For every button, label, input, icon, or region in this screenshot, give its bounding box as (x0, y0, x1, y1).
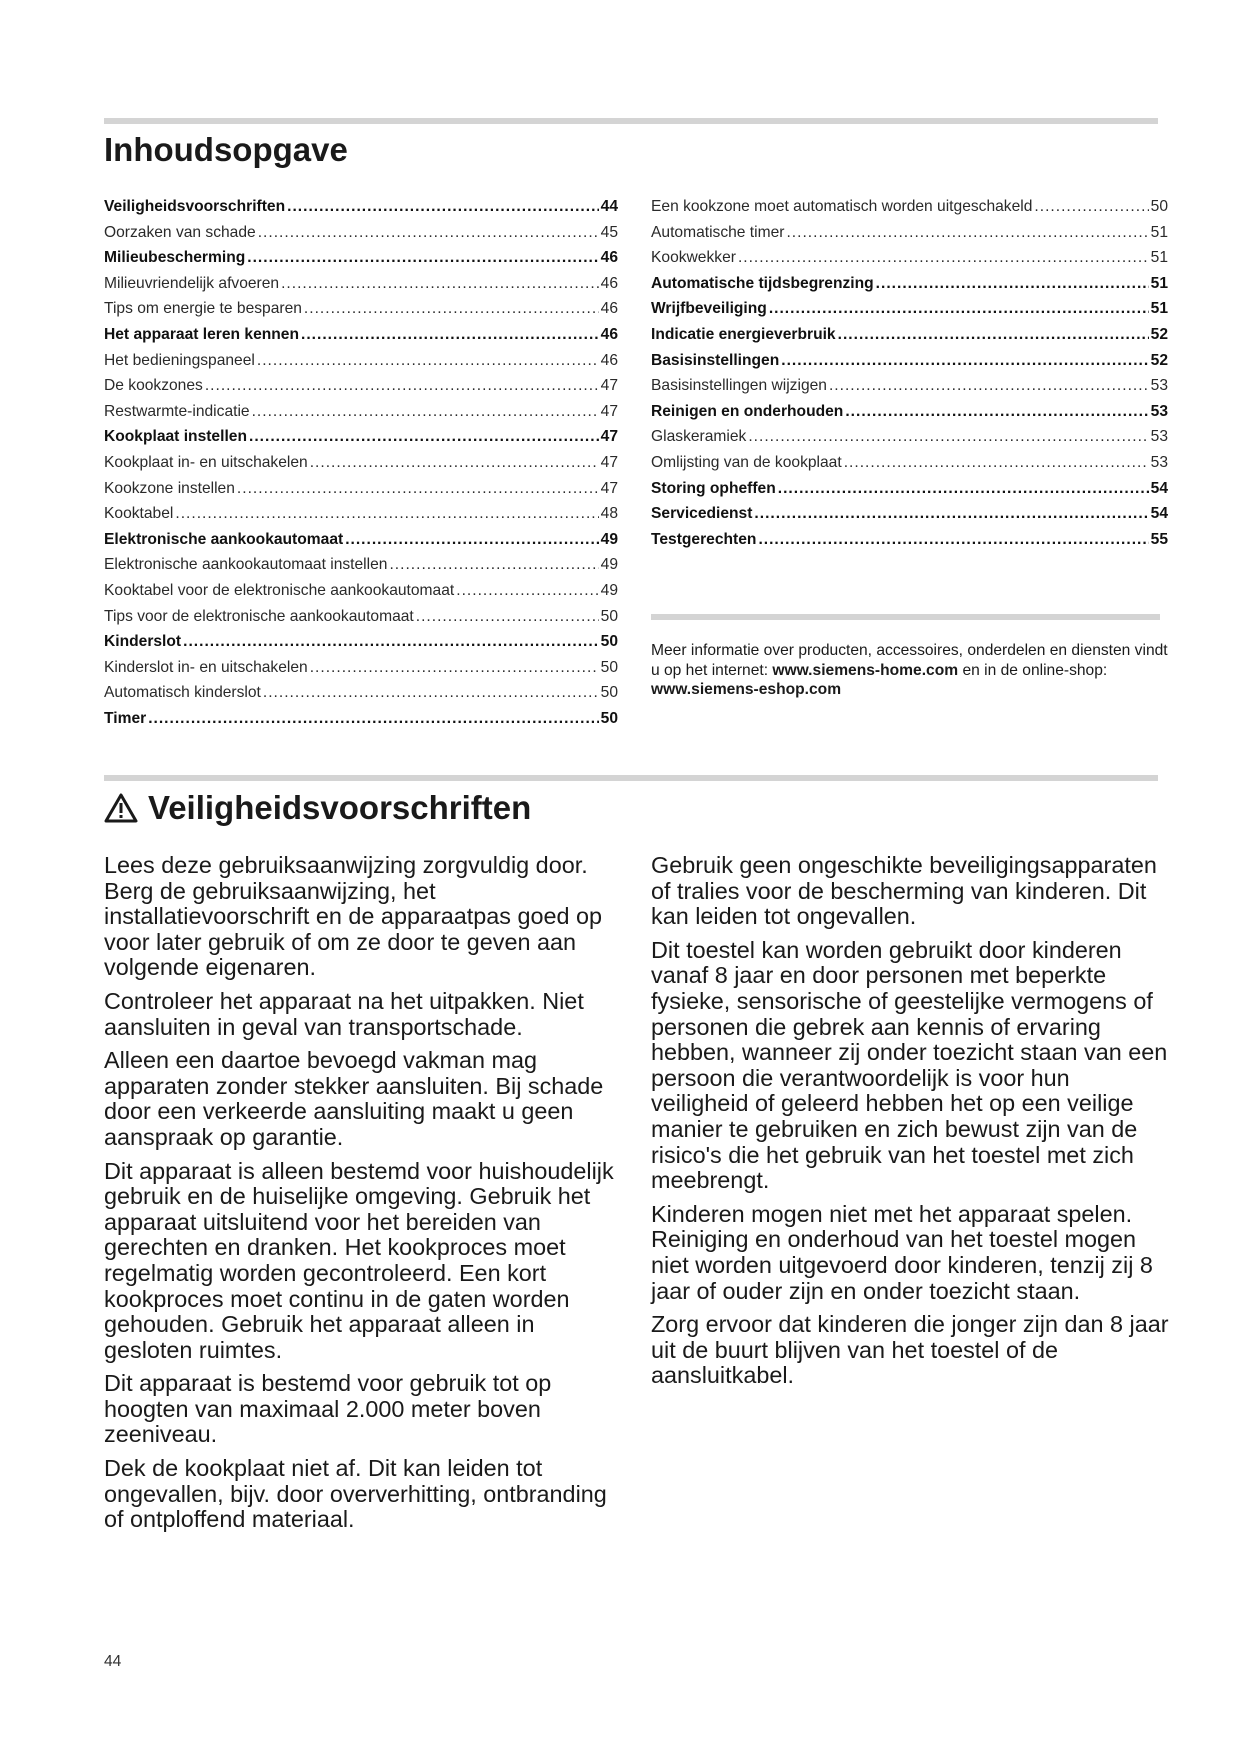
toc-leader-dots (838, 322, 1149, 348)
toc-entry-page: 46 (600, 249, 618, 267)
section-divider (104, 775, 1158, 781)
toc-entry-label: Kookzone instellen (104, 479, 235, 497)
toc-entry-page: 50 (600, 684, 618, 702)
toc-entry-label: Kooktabel voor de elektronische aankookautomaat (104, 581, 455, 599)
toc-entry-page: 49 (600, 581, 618, 599)
toc-entry-label: Kinderslot (104, 633, 182, 651)
toc-leader-dots (249, 424, 599, 450)
toc-entry-label: Wrijfbeveiliging (651, 300, 767, 318)
toc-entry-page: 51 (1150, 300, 1168, 318)
toc-entry-indicatie-energieverbruik[interactable] (651, 322, 1168, 348)
toc-entry-kookplaat-in-en-uitschakelen[interactable] (104, 450, 618, 476)
safety-paragraph: Lees deze gebruiksaanwijzing zorgvuldig door. Berg de gebruiksaanwijzing, het installatievoorschrift en de apparaatpas goed op voor later gebruik of om ze door te geven aan volgende eigenaren. (104, 852, 603, 981)
toc-leader-dots (738, 245, 1149, 271)
toc-entry-label: Kooktabel (104, 505, 174, 523)
toc-entry-het-apparaat-leren-kennen[interactable] (104, 322, 618, 348)
toc-left-column (104, 194, 618, 731)
toc-entry-het-bedieningspaneel[interactable] (104, 348, 618, 374)
toc-entry-label: Indicatie energieverbruik (651, 325, 836, 343)
toc-entry-page: 50 (600, 709, 618, 727)
toc-leader-dots (456, 578, 598, 604)
toc-entry-kookwekker[interactable] (651, 245, 1168, 271)
toc-entry-page: 53 (1150, 402, 1168, 420)
toc-entry-label: Timer (104, 709, 147, 727)
toc-leader-dots (175, 501, 598, 527)
toc-entry-page: 49 (600, 556, 618, 574)
toc-entry-label: Omlijsting van de kookplaat (651, 453, 842, 471)
toc-entry-page: 52 (1150, 325, 1168, 343)
safety-paragraph: Controleer het apparaat na het uitpakken. Niet aansluiten in geval van transportschade. (104, 987, 584, 1040)
toc-entry-label: Storing opheffen (651, 479, 776, 497)
toc-entry-wrijfbeveiliging[interactable] (651, 296, 1168, 322)
toc-entry-page: 44 (600, 198, 618, 215)
toc-entry-page: 55 (1150, 530, 1168, 548)
toc-entry-testgerechten[interactable] (651, 527, 1168, 553)
toc-entry-page: 49 (600, 530, 618, 548)
toc-entry-elektronische-aankookautomaat-instellen[interactable] (104, 552, 618, 578)
toc-entry-milieuvriendelijk-afvoeren[interactable] (104, 271, 618, 297)
toc-leader-dots (237, 476, 599, 502)
toc-entry-page: 54 (1150, 479, 1168, 497)
toc-entry-page: 47 (600, 377, 618, 395)
toc-entry-label: Restwarmte-indicatie (104, 402, 250, 420)
toc-entry-kinderslot-in-en-uitschakelen[interactable] (104, 655, 618, 681)
toc-entry-servicedienst[interactable] (651, 501, 1168, 527)
toc-entry-kookplaat-instellen[interactable] (104, 424, 618, 450)
toc-entry-label: Milieubescherming (104, 249, 246, 267)
toc-entry-page: 51 (1150, 223, 1168, 241)
safety-paragraph: Dit apparaat is bestemd voor gebruik tot op hoogten van maximaal 2.000 meter boven zeeniveau. (104, 1370, 552, 1448)
toc-entry-label: Automatisch kinderslot (104, 684, 261, 702)
toc-entry-page: 54 (1150, 505, 1168, 523)
toc-entry-page: 47 (600, 402, 618, 420)
siemens-home-link[interactable]: www.siemens-home.com (772, 661, 959, 679)
safety-paragraph: Kinderen mogen niet met het apparaat spelen. Reiniging en onderhoud van het toestel mogen niet worden uitgevoerd door kinderen, tenzij zij 8 jaar of ouder zijn en onder toezicht staan. (651, 1200, 1153, 1304)
toc-entry-restwarmte-indicatie[interactable] (104, 399, 618, 425)
safety-paragraph: Dit toestel kan worden gebruikt door kinderen vanaf 8 jaar en door personen met beperkte fysieke, sensorische of geestelijke vermogens of personen die gebrek aan kennis of ervaring hebben, wanneer zij onder toezicht staan van een persoon die verantwoordelijk is voor hun veiligheid of geleerd hebben het op een veilige manier te gebruiken en zich bewust zijn van de risico's die het gebruik van het toestel met zich meebrengt. (651, 936, 1168, 1194)
safety-paragraph: Dek de kookplaat niet af. Dit kan leiden tot ongevallen, bijv. door oververhitting, ontbranding of ontploffend materiaal. (104, 1455, 607, 1533)
toc-entry-kooktabel-voor-de-elektronische-aankookautomaat[interactable] (104, 578, 618, 604)
toc-entry-page: 52 (1150, 351, 1168, 369)
toc-entry-een-kookzone-moet-automatisch-worden-uitgeschakeld[interactable] (651, 194, 1168, 220)
toc-leader-dots (786, 220, 1148, 246)
page-number: 44 (104, 1653, 122, 1670)
toc-right-column (651, 194, 1168, 552)
toc-entry-label: Servicedienst (651, 505, 753, 523)
toc-entry-tips-om-energie-te-besparen[interactable] (104, 296, 618, 322)
toc-entry-label: Kookplaat instellen (104, 428, 247, 446)
info-text (651, 641, 1168, 700)
siemens-eshop-link[interactable]: www.siemens-eshop.com (651, 681, 842, 699)
toc-entry-page: 53 (1150, 428, 1168, 446)
toc-entry-automatische-tijdsbegrenzing[interactable] (651, 271, 1168, 297)
toc-leader-dots (281, 271, 599, 297)
toc-entry-label: Het bedieningspaneel (104, 351, 255, 369)
toc-entry-page: 46 (600, 325, 618, 343)
toc-entry-page: 50 (600, 658, 618, 676)
toc-entry-kookzone-instellen[interactable] (104, 476, 618, 502)
toc-leader-dots (845, 399, 1148, 425)
top-divider (104, 118, 1158, 124)
toc-leader-dots (389, 552, 598, 578)
toc-entry-label: Oorzaken van schade (104, 223, 256, 241)
toc-entry-page: 50 (600, 607, 618, 625)
toc-entry-label: Automatische timer (651, 223, 785, 241)
toc-entry-page: 47 (600, 428, 618, 446)
toc-entry-label: Glaskeramiek (651, 428, 747, 446)
safety-left-column (104, 853, 624, 1541)
info-text-between: en in de online-shop: (958, 661, 1108, 679)
safety-right-column (651, 853, 1171, 1397)
toc-entry-timer[interactable] (104, 706, 618, 732)
toc-entry-page: 48 (600, 505, 618, 523)
toc-leader-dots (247, 245, 598, 271)
toc-entry-label: De kookzones (104, 377, 203, 395)
toc-entry-page: 45 (600, 223, 618, 241)
toc-entry-label: Het apparaat leren kennen (104, 325, 299, 343)
toc-entry-kooktabel[interactable] (104, 501, 618, 527)
toc-entry-veiligheidsvoorschriften[interactable] (104, 194, 618, 220)
toc-entry-basisinstellingen-wijzigen[interactable] (651, 373, 1168, 399)
toc-entry-label: Tips voor de elektronische aankookautomaat (104, 607, 414, 625)
info-text-intro: Meer informatie over producten, accessoires, onderdelen en diensten vindt u op het internet: (651, 642, 1168, 679)
toc-leader-dots (258, 220, 599, 246)
safety-title-text: Veiligheidsvoorschriften (148, 789, 532, 826)
toc-entry-oorzaken-van-schade[interactable] (104, 220, 618, 246)
toc-leader-dots (754, 501, 1148, 527)
toc-entry-page: 50 (1150, 198, 1168, 215)
toc-entry-label: Kookwekker (651, 249, 736, 267)
toc-entry-automatische-timer[interactable] (651, 220, 1168, 246)
toc-entry-page: 51 (1150, 274, 1168, 292)
toc-entry-tips-voor-de-elektronische-aankookautomaat[interactable] (104, 604, 618, 630)
toc-entry-page: 46 (600, 300, 618, 318)
safety-title (104, 784, 531, 832)
toc-leader-dots (345, 527, 598, 553)
toc-entry-label: Elektronische aankookautomaat (104, 530, 344, 548)
toc-leader-dots (876, 271, 1149, 297)
toc-leader-dots (287, 194, 599, 220)
toc-entry-label: Tips om energie te besparen (104, 300, 302, 318)
toc-entry-label: Testgerechten (651, 530, 757, 548)
toc-leader-dots (263, 680, 599, 706)
info-divider (651, 614, 1160, 620)
safety-paragraph: Dit apparaat is alleen bestemd voor huishoudelijk gebruik en de huiselijke omgeving. Gebruik het apparaat uitsluitend voor het bereiden van gerechten en dranken. Het kookproces moet regelmatig worden gecontroleerd. Een kort kookproces moet continu in de gaten worden gehouden. Gebruik het apparaat alleen in gesloten ruimtes. (104, 1157, 614, 1363)
toc-leader-dots (205, 373, 599, 399)
toc-entry-kinderslot[interactable] (104, 629, 618, 655)
toc-leader-dots (183, 629, 599, 655)
toc-leader-dots (310, 450, 599, 476)
toc-leader-dots (310, 655, 599, 681)
toc-entry-page: 46 (600, 351, 618, 369)
toc-entry-page: 47 (600, 453, 618, 471)
toc-leader-dots (301, 322, 599, 348)
safety-paragraph: Zorg ervoor dat kinderen die jonger zijn dan 8 jaar uit de buurt blijven van het toestel of de aansluitkabel. (651, 1311, 1169, 1389)
toc-leader-dots (1034, 194, 1148, 220)
toc-entry-label: Reinigen en onderhouden (651, 402, 844, 420)
warning-triangle-icon (104, 793, 138, 823)
toc-entry-label: Veiligheidsvoorschriften (104, 198, 286, 215)
toc-entry-milieubescherming[interactable] (104, 245, 618, 271)
toc-entry-page: 47 (600, 479, 618, 497)
toc-entry-page: 51 (1150, 249, 1168, 267)
toc-leader-dots (769, 296, 1149, 322)
toc-leader-dots (748, 424, 1148, 450)
toc-entry-omlijsting-van-de-kookplaat[interactable] (651, 450, 1168, 476)
toc-entry-label: Automatische tijdsbegrenzing (651, 274, 874, 292)
toc-entry-elektronische-aankookautomaat[interactable] (104, 527, 618, 553)
toc-leader-dots (304, 296, 599, 322)
toc-entry-page: 50 (600, 633, 618, 651)
toc-leader-dots (844, 450, 1149, 476)
toc-entry-label: Kinderslot in- en uitschakelen (104, 658, 308, 676)
toc-leader-dots (758, 527, 1148, 553)
toc-leader-dots (257, 348, 599, 374)
toc-entry-de-kookzones[interactable] (104, 373, 618, 399)
toc-leader-dots (252, 399, 599, 425)
toc-entry-basisinstellingen[interactable] (651, 348, 1168, 374)
safety-paragraph: Alleen een daartoe bevoegd vakman mag apparaten zonder stekker aansluiten. Bij schade door een verkeerde aansluiting maakt u geen aanspraak op garantie. (104, 1047, 604, 1150)
toc-leader-dots (148, 706, 598, 732)
toc-entry-label: Milieuvriendelijk afvoeren (104, 274, 280, 292)
toc-entry-glaskeramiek[interactable] (651, 424, 1168, 450)
toc-leader-dots (781, 348, 1148, 374)
toc-leader-dots (416, 604, 599, 630)
toc-leader-dots (829, 373, 1149, 399)
toc-entry-label: Kookplaat in- en uitschakelen (104, 453, 308, 471)
toc-entry-reinigen-en-onderhouden[interactable] (651, 399, 1168, 425)
toc-entry-page: 46 (600, 274, 618, 292)
toc-entry-storing-opheffen[interactable] (651, 476, 1168, 502)
toc-entry-label: Basisinstellingen (651, 351, 780, 369)
toc-entry-page: 53 (1150, 453, 1168, 471)
toc-entry-automatisch-kinderslot[interactable] (104, 680, 618, 706)
toc-leader-dots (778, 476, 1149, 502)
toc-entry-page: 53 (1150, 377, 1168, 395)
safety-paragraph: Gebruik geen ongeschikte beveiligingsapparaten of tralies voor de bescherming van kinderen. Dit kan leiden tot ongevallen. (651, 852, 1157, 930)
toc-entry-label: Elektronische aankookautomaat instellen (104, 556, 388, 574)
toc-entry-label: Een kookzone moet automatisch worden uitgeschakeld (651, 198, 1033, 215)
toc-title: Inhoudsopgave (104, 131, 348, 168)
toc-entry-label: Basisinstellingen wijzigen (651, 377, 827, 395)
